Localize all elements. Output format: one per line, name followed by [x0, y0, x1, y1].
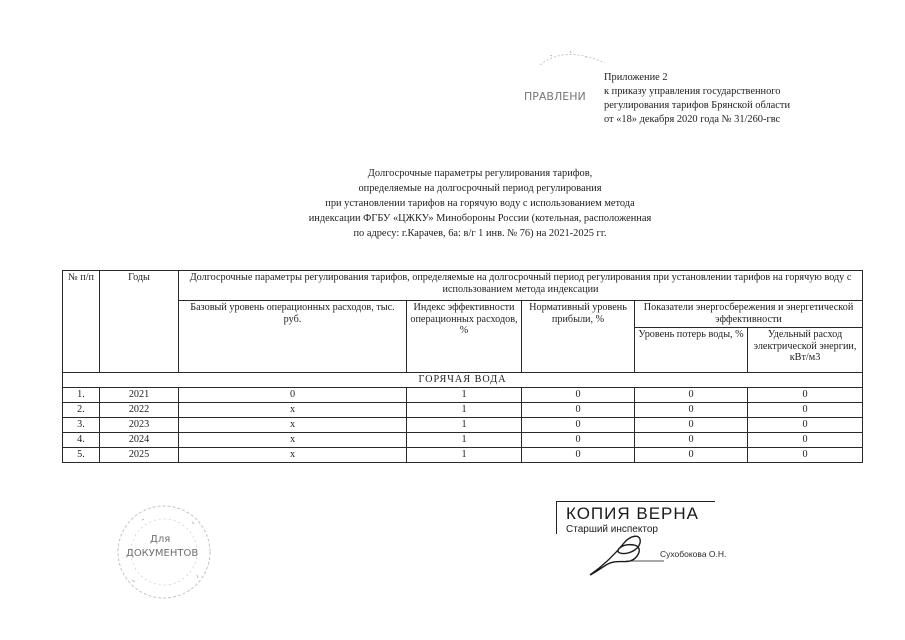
- annex-line: регулирования тарифов Брянской области: [604, 100, 791, 111]
- cell-specific: 0: [748, 448, 863, 463]
- header-num: № п/п: [63, 271, 100, 373]
- table-row: [63, 448, 863, 463]
- title-line: индексации ФГБУ «ЦЖКУ» Минобороны России (котельная, расположенная: [308, 213, 652, 224]
- cell-specific: 0: [748, 403, 863, 418]
- signature-icon: [586, 531, 666, 579]
- table-row: [63, 418, 863, 433]
- title-line: по адресу: г.Карачев, 6а: в/г 1 инв. № 76) на 2021-2025 гг.: [353, 228, 607, 239]
- cell-num: 4.: [63, 433, 100, 448]
- cell-base: х: [179, 403, 407, 418]
- header-specific-consumption: Удельный расход электрической энергии, кВт/м3: [748, 328, 863, 373]
- cell-year: 2024: [100, 433, 179, 448]
- certify-name: Сухобокова О.Н.: [660, 549, 727, 559]
- cell-losses: 0: [635, 388, 748, 403]
- cell-index: 1: [407, 388, 522, 403]
- header-efficiency-index: Индекс эффективности операционных расходов, %: [407, 301, 522, 373]
- table-row: [63, 433, 863, 448]
- cell-num: 1.: [63, 388, 100, 403]
- cell-base: 0: [179, 388, 407, 403]
- tariff-parameters-table: [62, 270, 863, 463]
- cell-profit: 0: [522, 433, 635, 448]
- faint-stamp-top: [510, 45, 620, 120]
- header-profit-level: Нормативный уровень прибыли, %: [522, 301, 635, 373]
- cell-num: 3.: [63, 418, 100, 433]
- table-row: [63, 388, 863, 403]
- cell-base: х: [179, 418, 407, 433]
- header-energy-group: Показатели энергосбережения и энергетической эффективности: [635, 301, 863, 328]
- cell-year: 2023: [100, 418, 179, 433]
- cell-year: 2021: [100, 388, 179, 403]
- cell-index: 1: [407, 418, 522, 433]
- annex-line: Приложение 2: [604, 72, 668, 83]
- cell-losses: 0: [635, 433, 748, 448]
- cell-specific: 0: [748, 433, 863, 448]
- header-water-losses: Уровень потерь воды, %: [635, 328, 748, 373]
- cell-losses: 0: [635, 403, 748, 418]
- cell-profit: 0: [522, 403, 635, 418]
- cell-num: 2.: [63, 403, 100, 418]
- title-line: при установлении тарифов на горячую воду с использованием метода: [325, 198, 635, 209]
- cell-profit: 0: [522, 388, 635, 403]
- cell-specific: 0: [748, 388, 863, 403]
- annex-line: к приказу управления государственного: [604, 86, 781, 97]
- certified-copy-stamp: [556, 501, 734, 575]
- header-group-params: Долгосрочные параметры регулирования тарифов, определяемые на долгосрочный период регулирования при установлении тарифов на горячую воду с использованием метода индексации: [179, 271, 863, 301]
- cell-year: 2022: [100, 403, 179, 418]
- cell-index: 1: [407, 448, 522, 463]
- title-line: Долгосрочные параметры регулирования тарифов,: [367, 168, 593, 179]
- certify-role: Старший инспектор: [566, 524, 658, 535]
- round-stamp: [112, 500, 217, 605]
- cell-profit: 0: [522, 418, 635, 433]
- title-line: определяемые на долгосрочный период регулирования: [358, 183, 602, 194]
- stamp-text: ДОКУМЕНТОВ: [126, 548, 199, 559]
- table-row: [63, 403, 863, 418]
- cell-base: х: [179, 433, 407, 448]
- cell-specific: 0: [748, 418, 863, 433]
- annex-line: от «18» декабря 2020 года № 31/260-гвс: [604, 114, 781, 125]
- header-years: Годы: [100, 271, 179, 373]
- stamp-text: Для: [150, 534, 171, 545]
- section-hot-water: ГОРЯЧАЯ ВОДА: [63, 373, 863, 388]
- document-title: [220, 166, 740, 241]
- certify-title: КОПИЯ ВЕРНА: [566, 504, 700, 523]
- cell-profit: 0: [522, 448, 635, 463]
- cell-index: 1: [407, 403, 522, 418]
- cell-num: 5.: [63, 448, 100, 463]
- annex-header: [604, 71, 894, 127]
- header-base-expenses: Базовый уровень операционных расходов, тыс. руб.: [179, 301, 407, 373]
- cell-losses: 0: [635, 448, 748, 463]
- cell-year: 2025: [100, 448, 179, 463]
- cell-losses: 0: [635, 418, 748, 433]
- cell-index: 1: [407, 433, 522, 448]
- cell-base: х: [179, 448, 407, 463]
- faint-stamp-text: ПРАВЛЕНИ: [524, 90, 586, 103]
